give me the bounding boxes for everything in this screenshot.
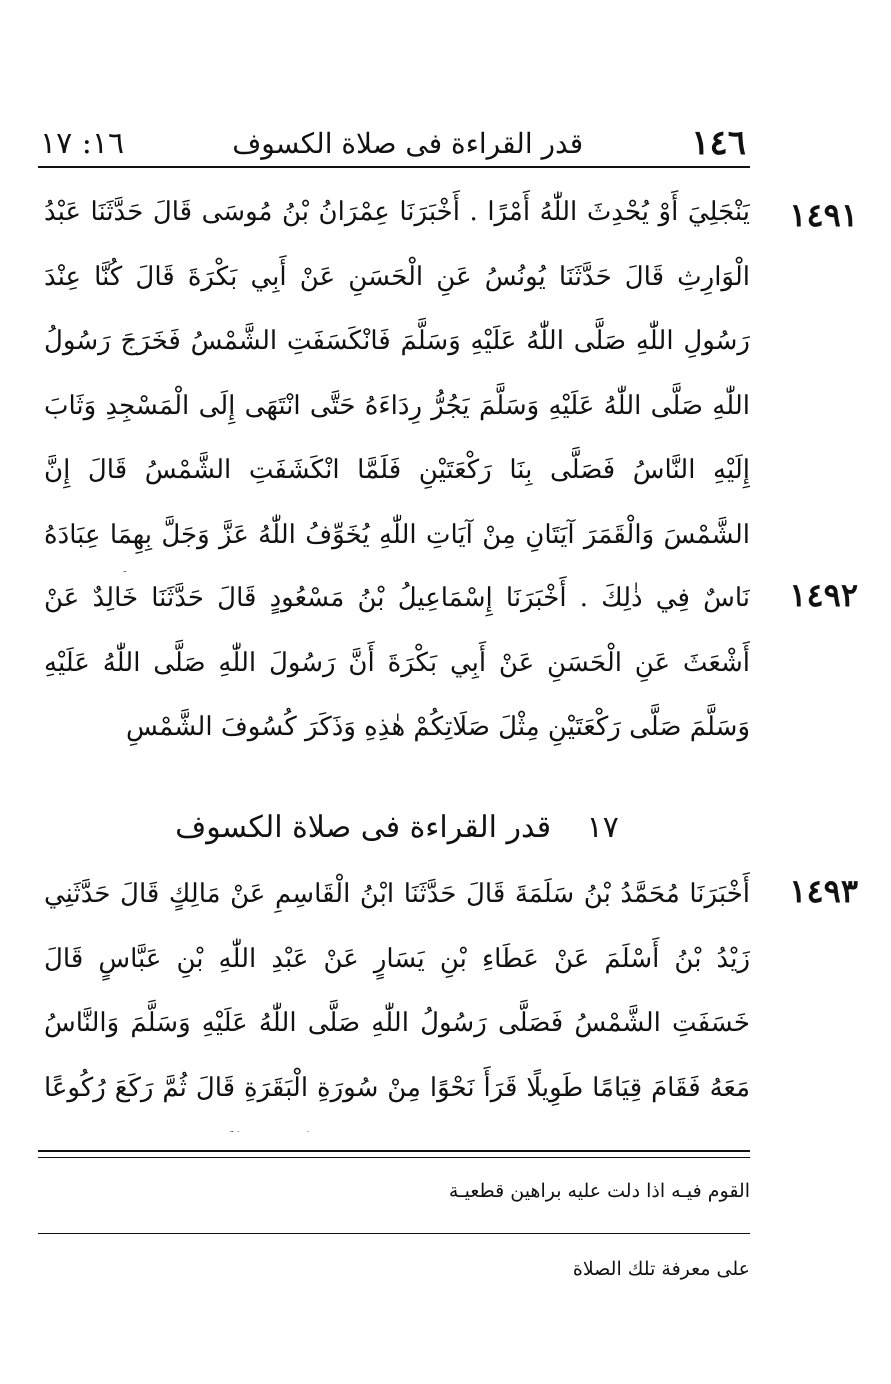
footnote-rule-top [38, 1150, 750, 1152]
hadith-text: يَنْجَلِيَ أَوْ يُحْدِثَ اللّٰهُ أَمْرًا . أَخْبَرَنَا عِمْرَانُ بْنُ مُوسَى قَالَ حَدَّثَنَا عَبْدُ الْوَارِثِ قَالَ حَدَّثَنَا يُونُسُ عَنِ الْحَسَنِ عَنْ أَبِي بَكْرَةَ قَالَ كُنَّا عِنْدَ رَسُولِ اللّٰهِ صَلَّى اللّٰهُ عَلَيْهِ وَسَلَّمَ فَانْكَسَفَتِ الشَّمْسُ فَخَرَجَ رَسُولُ اللّٰهِ صَلَّى اللّٰهُ عَلَيْهِ وَسَلَّمَ يَجُرُّ رِدَاءَهُ حَتَّى انْتَهَى إِلَى الْمَسْجِدِ وَثَابَ إِلَيْهِ النَّاسُ فَصَلَّى بِنَا رَكْعَتَيْنِ فَلَمَّا انْكَشَفَتِ الشَّمْسُ قَالَ إِنَّ الشَّمْسَ وَالْقَمَرَ آيَتَانِ مِنْ آيَاتِ اللّٰهِ يُخَوِّفُ اللّٰهُ عَزَّ وَجَلَّ بِهِمَا عِبَادَهُ [44, 197, 750, 550]
hadith-text: أَخْبَرَنَا مُحَمَّدُ بْنُ سَلَمَةَ قَالَ حَدَّثَنَا ابْنُ الْقَاسِمِ عَنْ مَالِكٍ قَالَ حَدَّثَنِي زَيْدُ بْنُ أَسْلَمَ عَنْ عَطَاءِ بْنِ يَسَارٍ عَنْ عَبْدِ اللّٰهِ بْنِ عَبَّاسٍ قَالَ خَسَفَتِ الشَّمْسُ فَصَلَّى رَسُولُ اللّٰهِ صَلَّى اللّٰهُ عَلَيْهِ وَسَلَّمَ وَالنَّاسُ مَعَهُ فَقَامَ قِيَامًا طَوِيلًا قَرَأَ نَحْوًا مِنْ سُورَةِ الْبَقَرَةِ قَالَ ثُمَّ رَكَعَ رُكُوعًا [44, 879, 750, 1103]
page-number: ١٤٦ [691, 123, 746, 163]
hadith-number: ١٤٩١ [789, 196, 858, 234]
footnote-rule-top-thin [38, 1157, 750, 1158]
footnote: القوم فيـه اذا دلت عليه براهين قطعيـة [448, 1180, 750, 1202]
hadith-number: ١٤٩٣ [789, 872, 858, 910]
hadith-number: ١٤٩٢ [789, 576, 858, 614]
section-heading [44, 810, 750, 860]
section-number: ١٧ [586, 810, 619, 845]
section-title: قدر القراءة فى صلاة الكسوف [175, 810, 552, 845]
page-header [40, 118, 746, 168]
running-title: قدر القراءة فى صلاة الكسوف [232, 126, 584, 160]
footnote: على معرفة تلك الصلاة [572, 1258, 750, 1280]
footnote-rule-divider [38, 1233, 750, 1234]
hadith-text: نَاسٌ فِي ذٰلِكَ . أَخْبَرَنَا إِسْمَاعِيلُ بْنُ مَسْعُودٍ قَالَ حَدَّثَنَا خَالِدٌ عَنْ أَشْعَثَ عَنِ الْحَسَنِ عَنْ أَبِي بَكْرَةَ أَنَّ رَسُولَ اللّٰهِ صَلَّى اللّٰهُ عَلَيْهِ وَسَلَّمَ صَلَّى رَكْعَتَيْنِ مِثْلَ صَلَاتِكُمْ هٰذِهِ وَذَكَرَ كُسُوفَ الشَّمْسِ [44, 583, 750, 742]
header-rule [38, 166, 750, 168]
chapter-reference: ١٦: ١٧ [40, 125, 125, 161]
